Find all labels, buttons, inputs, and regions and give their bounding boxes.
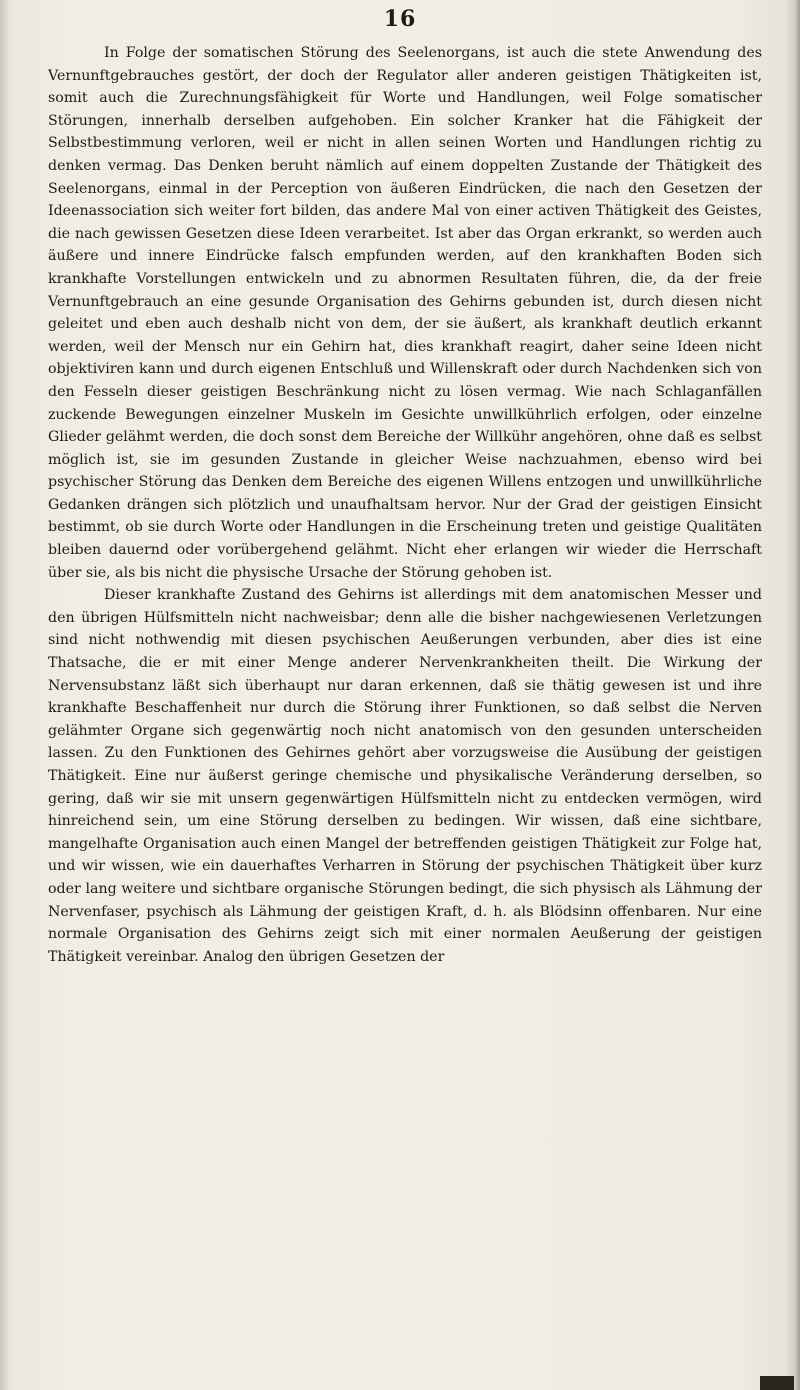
- page-left-shadow: [0, 0, 10, 1390]
- paragraph-1: In Folge der somatischen Störung des Seelenorgans, ist auch die stete Anwendung des Vernunftgebrauches gestört, der doch der Regulator aller anderen geistigen Thätigkeiten ist, somit auch die Zurechnungsfähigkeit für Worte und Handlungen, weil Folge somatischer Störungen, innerhalb derselben aufgehoben. Ein solcher Kranker hat die Fähigkeit der Selbstbestimmung verloren, weil er nicht in allen seinen Worten und Handlungen richtig zu denken vermag. Das Denken beruht nämlich auf einem doppelten Zustande der Thätigkeit des Seelenorgans, einmal in der Perception von äußeren Eindrücken, die nach den Gesetzen der Ideenassociation sich weiter fort bilden, das andere Mal von einer activen Thätigkeit des Geistes, die nach gewissen Gesetzen diese Ideen verarbeitet. Ist aber das Organ erkrankt, so werden auch äußere und innere Eindrücke falsch empfunden werden, auf den krankhaften Boden sich krankhafte Vorstellungen entwickeln und zu abnormen Resultaten führen, die, da der freie Vernunftgebrauch an eine gesunde Organisation des Gehirns gebunden ist, durch diesen nicht geleitet und eben auch deshalb nicht von dem, der sie äußert, als krankhaft deutlich erkannt werden, weil der Mensch nur ein Gehirn hat, dies krankhaft reagirt, daher seine Ideen nicht objektiviren kann und durch eigenen Entschluß und Willenskraft oder durch Nachdenken sich von den Fesseln dieser geistigen Beschränkung nicht zu lösen vermag. Wie nach Schlaganfällen zuckende Bewegungen einzelner Muskeln im Gesichte unwillkührlich erfolgen, oder einzelne Glieder gelähmt werden, die doch sonst dem Bereiche der Willkühr angehören, ohne daß es selbst möglich ist, sie im gesunden Zustande in gleicher Weise nachzuahmen, ebenso wird bei psychischer Störung das Denken dem Bereiche des eigenen Willens entzogen und unwillkührliche Gedanken drängen sich plötzlich und unaufhaltsam hervor. Nur der Grad der geistigen Einsicht bestimmt, ob sie durch Worte oder Handlungen in die Erscheinung treten und geistige Qualitäten bleiben dauernd oder vorübergehend gelähmt. Nicht eher erlangen wir wieder die Herrschaft über sie, als bis nicht die physische Ursache der Störung gehoben ist.: [48, 45, 762, 581]
- scan-corner-mark: [760, 1376, 794, 1390]
- body-text: [48, 42, 762, 968]
- paragraph-2: Dieser krankhafte Zustand des Gehirns ist allerdings mit dem anatomischen Messer und den übrigen Hülfsmitteln nicht nachweisbar; denn alle die bisher nachgewiesenen Verletzungen sind nicht nothwendig mit diesen psychischen Aeußerungen verbunden, aber dies ist eine Thatsache, die er mit einer Menge anderer Nervenkrankheiten theilt. Die Wirkung der Nervensubstanz läßt sich überhaupt nur daran erkennen, daß sie thätig gewesen ist und ihre krankhafte Beschaffenheit nur durch die Störung ihrer Funktionen, so daß selbst die Nerven gelähmter Organe sich gegenwärtig noch nicht anatomisch von den gesunden unterscheiden lassen. Zu den Funktionen des Gehirnes gehört aber vorzugsweise die Ausübung der geistigen Thätigkeit. Eine nur äußerst geringe chemische und physikalische Veränderung derselben, so gering, daß wir sie mit unsern gegenwärtigen Hülfsmitteln nicht zu entdecken vermögen, wird hinreichend sein, um eine Störung derselben zu bedingen. Wir wissen, daß eine sichtbare, mangelhafte Organisation auch einen Mangel der betreffenden geistigen Thätigkeit zur Folge hat, und wir wissen, wie ein dauerhaftes Verharren in Störung der psychischen Thätigkeit über kurz oder lang weitere und sichtbare organische Störungen bedingt, die sich physisch als Lähmung der Nervenfaser, psychisch als Lähmung der geistigen Kraft, d. h. als Blödsinn offenbaren. Nur eine normale Organisation des Gehirns zeigt sich mit einer normalen Aeußerung der geistigen Thätigkeit vereinbar. Analog den übrigen Gesetzen der: [48, 587, 762, 965]
- page-right-shadow: [786, 0, 800, 1390]
- page-number: 16: [383, 6, 417, 32]
